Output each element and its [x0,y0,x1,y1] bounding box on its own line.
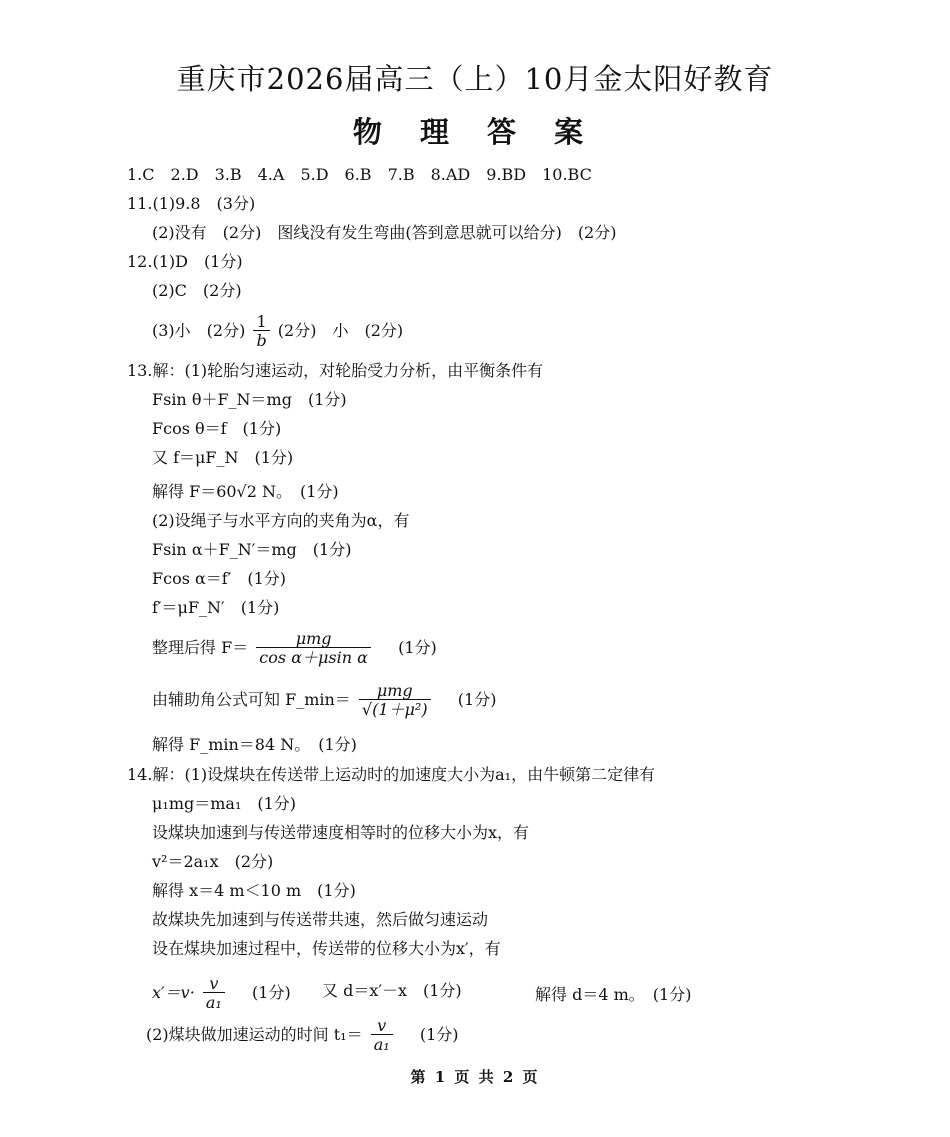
document-subtitle: 物 理 答 案 [352,115,598,149]
q13-eq9-score: (1分) [457,690,497,709]
q13-eq9-prefix: 由辅助角公式可知 F_min＝ [152,690,351,709]
q14-line3: 故煤块先加速到与传送带共速，然后做匀速运动 [152,910,489,929]
q12-part2: (2)C (2分) [152,281,242,300]
q14-eq4-numerator: v [203,975,225,993]
q12-fraction-denominator: b [256,331,267,350]
q13-eq8 [152,630,437,667]
q13-eq5: Fsin α＋F_N′＝mg (1分) [152,540,352,559]
q14-line2: 设煤块加速到与传送带速度相等时的位移大小为x，有 [152,823,530,842]
q14-line4: 设在煤块加速过程中，传送带的位移大小为x′，有 [152,939,501,958]
q13-eq2: Fcos θ＝f (1分) [152,419,282,438]
q14-eq6: 解得 d＝4 m。 (1分) [535,985,692,1004]
q13-eq6: Fcos α＝f′ (1分) [152,569,287,588]
q13-eq9-fraction [359,682,431,719]
q14-eq4-fraction [203,975,225,1012]
q14-intro: 14.解：(1)设煤块在传送带上运动时的加速度大小为a₁，由牛顿第二定律有 [127,765,656,784]
q14-eq4 [152,975,291,1012]
q14-eq2: v²＝2a₁x (2分) [152,852,274,871]
q14-eq4-score: (1分) [252,983,291,1002]
q13-eq9 [152,682,496,719]
q12-part3 [152,313,403,350]
q13-eq4: 解得 F＝60√2 N。 (1分) [152,482,339,501]
q14-part2 [146,1017,459,1054]
choice-answers: 1.C 2.D 3.B 4.A 5.D 6.B 7.B 8.AD 9.BD 10.BC [127,165,592,184]
q14-part2-denominator: a₁ [373,1035,390,1054]
q13-eq8-score: (1分) [398,638,437,657]
q14-part2-numerator: v [371,1017,393,1035]
q13-eq8-prefix: 整理后得 F＝ [152,638,249,657]
q14-part2-score: (1分) [419,1025,459,1044]
q13-eq7: f′＝μF_N′ (1分) [152,598,280,617]
q14-eq1: μ₁mg＝ma₁ (1分) [152,794,297,813]
q14-part2-prefix: (2)煤块做加速运动的时间 t₁＝ [146,1025,363,1044]
q12-fraction [253,313,269,350]
q11-part2: (2)没有 (2分) 图线没有发生弯曲(答到意思就可以给分) (2分) [152,223,617,242]
q13-eq8-numerator: μmg [256,630,371,648]
q14-part2-fraction [371,1017,393,1054]
q12-part1: 12.(1)D (1分) [127,252,243,271]
q13-eq8-fraction [256,630,371,667]
q12-fraction-numerator: 1 [253,313,269,331]
q14-eq5: 又 d＝x′－x (1分) [322,981,462,1000]
q12-part3-prefix: (3)小 (2分) [152,321,246,340]
q13-eq10: 解得 F_min＝84 N。 (1分) [152,735,357,754]
q14-eq4-prefix: x′＝v· [152,983,195,1002]
q13-eq8-denominator: cos α＋μsin α [259,648,368,667]
q13-eq1: Fsin θ＋F_N＝mg (1分) [152,390,347,409]
q13-intro: 13.解：(1)轮胎匀速运动，对轮胎受力分析，由平衡条件有 [127,361,544,380]
page-footer: 第 1 页 共 2 页 [410,1068,540,1086]
q13-eq9-numerator: μmg [359,682,431,700]
q13-part2-intro: (2)设绳子与水平方向的夹角为α，有 [152,511,410,530]
document-title: 重庆市2026届高三（上）10月金太阳好教育 [176,62,774,96]
q14-eq3: 解得 x＝4 m＜10 m (1分) [152,881,356,900]
q13-eq9-denominator: √(1＋μ²) [361,700,428,719]
q12-part3-suffix: (2分) 小 (2分) [277,321,404,340]
q11-part1: 11.(1)9.8 (3分) [127,194,256,213]
q14-eq4-denominator: a₁ [205,993,222,1012]
q13-eq3: 又 f＝μF_N (1分) [152,448,294,467]
